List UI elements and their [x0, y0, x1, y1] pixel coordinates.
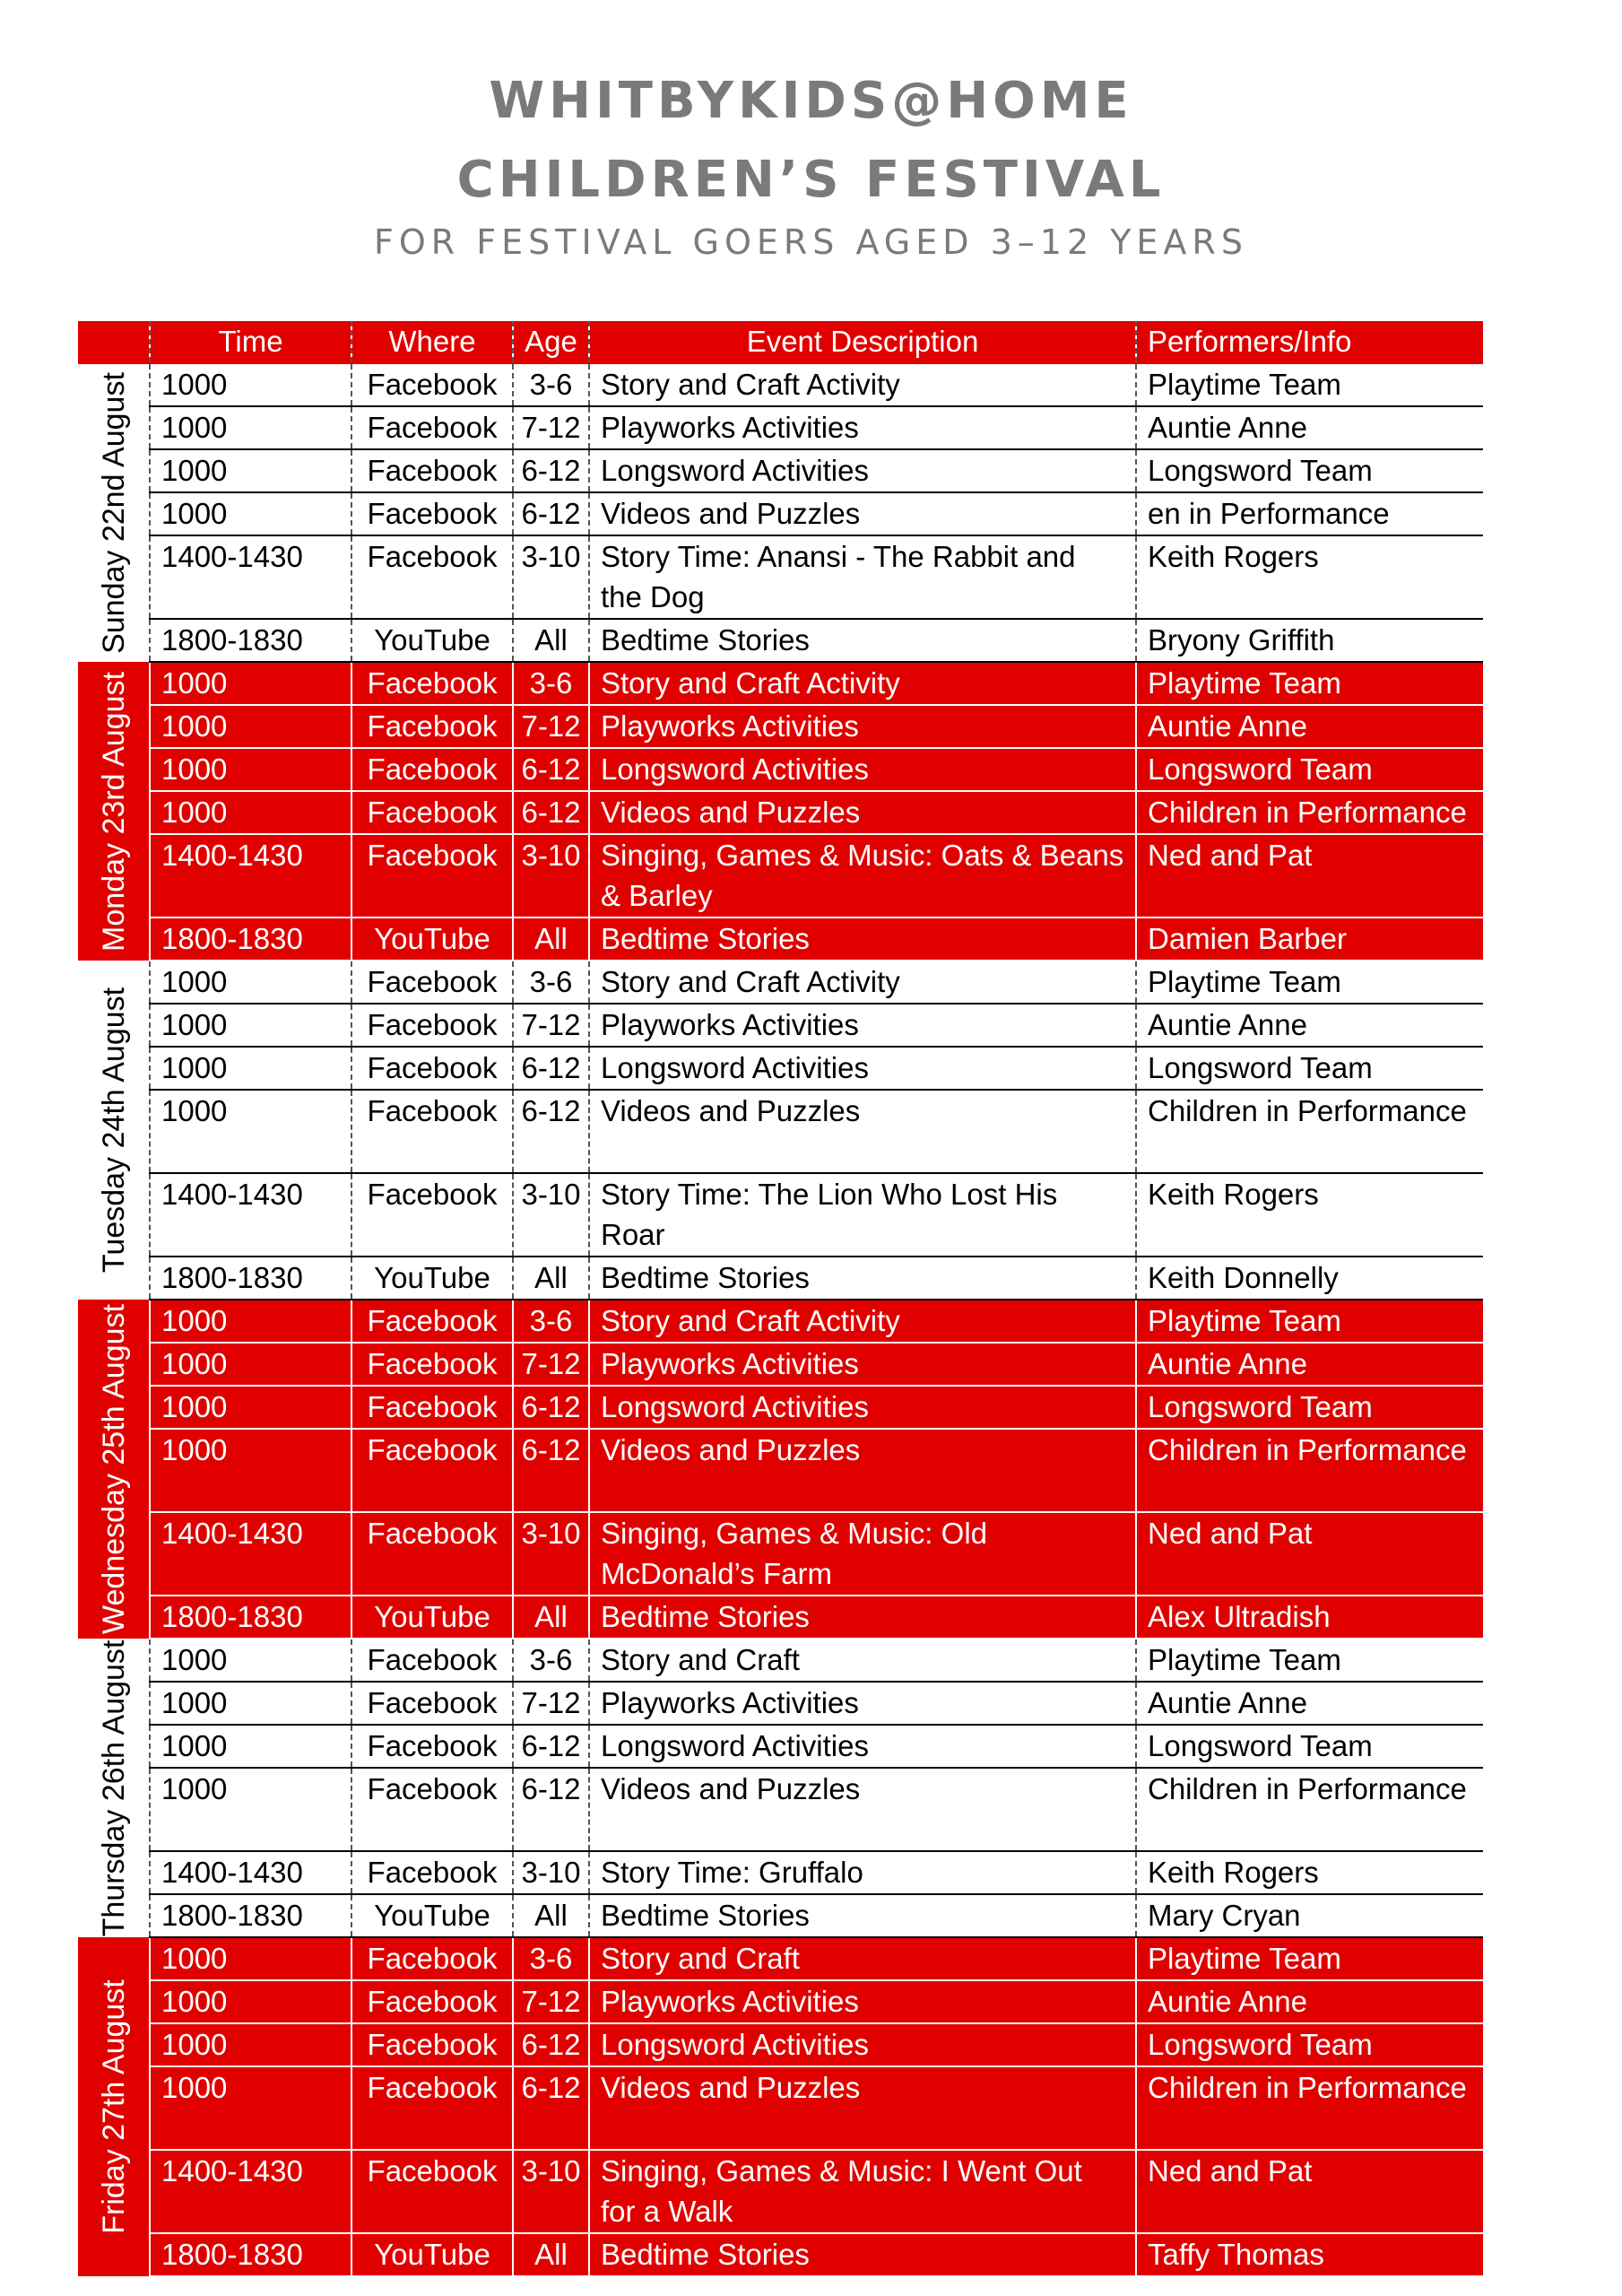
header-day	[78, 321, 150, 363]
cell-where: Facebook	[351, 748, 513, 791]
cell-time: 1000	[150, 2066, 351, 2150]
cell-where: Facebook	[351, 1386, 513, 1429]
festival-title: WHITBYKIDS@HOME	[489, 72, 1133, 130]
cell-where: Facebook	[351, 1768, 513, 1851]
cell-time: 1800-1830	[150, 1257, 351, 1300]
cell-description: Longsword Activities	[589, 449, 1136, 492]
cell-performers: Playtime Team	[1136, 363, 1483, 406]
cell-description: Bedtime Stories	[589, 1257, 1136, 1300]
cell-description: Longsword Activities	[589, 1725, 1136, 1768]
cell-time: 1000	[150, 748, 351, 791]
table-row	[78, 1682, 1483, 1725]
day-cell	[78, 662, 150, 961]
cell-description: Story Time: Gruffalo	[589, 1851, 1136, 1894]
cell-performers: Auntie Anne	[1136, 1682, 1483, 1725]
cell-where: Facebook	[351, 1980, 513, 2023]
cell-age: 3-10	[513, 834, 589, 918]
table-row	[78, 619, 1483, 662]
table-row	[78, 918, 1483, 961]
table-row	[78, 1429, 1483, 1512]
cell-performers: Longsword Team	[1136, 449, 1483, 492]
cell-age: All	[513, 619, 589, 662]
cell-performers: Mary Cryan	[1136, 1894, 1483, 1937]
table-row	[78, 1173, 1483, 1257]
cell-age: 7-12	[513, 705, 589, 748]
cell-performers: Ned and Pat	[1136, 2150, 1483, 2233]
table-row	[78, 535, 1483, 619]
cell-description: Story Time: The Lion Who Lost His Roar	[589, 1173, 1136, 1257]
cell-description: Longsword Activities	[589, 1047, 1136, 1090]
cell-description: Bedtime Stories	[589, 1596, 1136, 1639]
cell-where: YouTube	[351, 1894, 513, 1937]
cell-time: 1000	[150, 1768, 351, 1851]
cell-age: 6-12	[513, 1725, 589, 1768]
day-cell	[78, 1639, 150, 1937]
cell-time: 1000	[150, 406, 351, 449]
cell-performers: Longsword Team	[1136, 1386, 1483, 1429]
cell-description: Playworks Activities	[589, 1980, 1136, 2023]
cell-description: Story and Craft	[589, 1639, 1136, 1682]
cell-performers: Ned and Pat	[1136, 834, 1483, 918]
cell-description: Playworks Activities	[589, 1682, 1136, 1725]
cell-performers: Playtime Team	[1136, 662, 1483, 705]
table-row	[78, 2233, 1483, 2276]
day-cell	[78, 363, 150, 662]
cell-age: 6-12	[513, 1090, 589, 1173]
cell-where: YouTube	[351, 918, 513, 961]
cell-where: Facebook	[351, 791, 513, 834]
cell-age: 3-6	[513, 1300, 589, 1343]
cell-where: Facebook	[351, 705, 513, 748]
cell-performers: Auntie Anne	[1136, 705, 1483, 748]
cell-performers: Children in Performance	[1136, 2066, 1483, 2150]
cell-where: Facebook	[351, 1090, 513, 1173]
cell-where: YouTube	[351, 619, 513, 662]
cell-performers: Longsword Team	[1136, 1725, 1483, 1768]
cell-time: 1400-1430	[150, 2150, 351, 2233]
cell-time: 1000	[150, 1004, 351, 1047]
cell-description: Playworks Activities	[589, 406, 1136, 449]
table-row	[78, 1768, 1483, 1851]
cell-age: 7-12	[513, 1682, 589, 1725]
cell-time: 1000	[150, 1047, 351, 1090]
cell-time: 1000	[150, 1639, 351, 1682]
cell-age: 7-12	[513, 1004, 589, 1047]
day-label: Tuesday 24th August	[96, 987, 131, 1274]
cell-where: Facebook	[351, 1343, 513, 1386]
schedule-body	[78, 363, 1483, 2276]
cell-performers: Keith Rogers	[1136, 1851, 1483, 1894]
cell-where: Facebook	[351, 2066, 513, 2150]
cell-time: 1000	[150, 662, 351, 705]
cell-age: 7-12	[513, 406, 589, 449]
header-row	[78, 321, 1483, 363]
cell-performers: Children in Performance	[1136, 791, 1483, 834]
cell-time: 1400-1430	[150, 1512, 351, 1596]
table-row	[78, 1512, 1483, 1596]
header-description: Event Description	[589, 321, 1136, 363]
table-row	[78, 449, 1483, 492]
cell-where: Facebook	[351, 1004, 513, 1047]
schedule-table-container	[78, 321, 1483, 2277]
cell-where: Facebook	[351, 535, 513, 619]
cell-where: Facebook	[351, 1937, 513, 1980]
table-row	[78, 492, 1483, 535]
table-row	[78, 1725, 1483, 1768]
cell-where: Facebook	[351, 492, 513, 535]
table-row	[78, 834, 1483, 918]
cell-time: 1800-1830	[150, 1894, 351, 1937]
cell-where: Facebook	[351, 961, 513, 1004]
cell-age: All	[513, 1257, 589, 1300]
table-row	[78, 705, 1483, 748]
day-cell	[78, 1937, 150, 2276]
cell-time: 1000	[150, 961, 351, 1004]
cell-time: 1800-1830	[150, 1596, 351, 1639]
cell-time: 1000	[150, 2023, 351, 2066]
cell-description: Singing, Games & Music: Old McDonald’s Farm	[589, 1512, 1136, 1596]
cell-time: 1000	[150, 1090, 351, 1173]
cell-where: Facebook	[351, 1047, 513, 1090]
cell-performers: Ned and Pat	[1136, 1512, 1483, 1596]
cell-description: Singing, Games & Music: Oats & Beans & Barley	[589, 834, 1136, 918]
cell-performers: Playtime Team	[1136, 1937, 1483, 1980]
cell-age: 3-6	[513, 363, 589, 406]
cell-description: Longsword Activities	[589, 748, 1136, 791]
cell-description: Story and Craft	[589, 1937, 1136, 1980]
cell-performers: Children in Performance	[1136, 1090, 1483, 1173]
cell-description: Videos and Puzzles	[589, 2066, 1136, 2150]
day-label: Wednesday 25th August	[96, 1304, 131, 1634]
cell-age: 6-12	[513, 1386, 589, 1429]
cell-performers: Auntie Anne	[1136, 1343, 1483, 1386]
cell-description: Story and Craft Activity	[589, 662, 1136, 705]
header-performers: Performers/Info	[1136, 321, 1483, 363]
cell-description: Videos and Puzzles	[589, 1429, 1136, 1512]
cell-age: 6-12	[513, 1768, 589, 1851]
table-row	[78, 2066, 1483, 2150]
cell-age: All	[513, 1596, 589, 1639]
table-row	[78, 363, 1483, 406]
cell-performers: Keith Rogers	[1136, 1173, 1483, 1257]
cell-age: 6-12	[513, 748, 589, 791]
cell-age: 6-12	[513, 449, 589, 492]
cell-performers: Keith Donnelly	[1136, 1257, 1483, 1300]
table-row	[78, 1300, 1483, 1343]
cell-performers: Damien Barber	[1136, 918, 1483, 961]
cell-time: 1000	[150, 1937, 351, 1980]
cell-description: Playworks Activities	[589, 705, 1136, 748]
cell-description: Bedtime Stories	[589, 619, 1136, 662]
cell-time: 1000	[150, 1980, 351, 2023]
cell-time: 1000	[150, 1386, 351, 1429]
cell-where: YouTube	[351, 2233, 513, 2276]
cell-description: Bedtime Stories	[589, 2233, 1136, 2276]
cell-time: 1000	[150, 1682, 351, 1725]
table-row	[78, 406, 1483, 449]
table-row	[78, 961, 1483, 1004]
cell-description: Story and Craft Activity	[589, 961, 1136, 1004]
cell-performers: Longsword Team	[1136, 2023, 1483, 2066]
cell-description: Longsword Activities	[589, 2023, 1136, 2066]
cell-description: Story and Craft Activity	[589, 1300, 1136, 1343]
table-row	[78, 1343, 1483, 1386]
cell-age: 7-12	[513, 1980, 589, 2023]
cell-description: Singing, Games & Music: I Went Out for a Walk	[589, 2150, 1136, 2233]
cell-time: 1000	[150, 492, 351, 535]
table-row	[78, 1639, 1483, 1682]
cell-where: Facebook	[351, 1682, 513, 1725]
cell-where: Facebook	[351, 1851, 513, 1894]
cell-performers: Auntie Anne	[1136, 1004, 1483, 1047]
table-row	[78, 1894, 1483, 1937]
cell-where: Facebook	[351, 363, 513, 406]
cell-description: Playworks Activities	[589, 1004, 1136, 1047]
cell-age: 6-12	[513, 1047, 589, 1090]
day-label: Thursday 26th August	[96, 1639, 131, 1936]
cell-where: Facebook	[351, 2023, 513, 2066]
cell-time: 1000	[150, 705, 351, 748]
day-label: Friday 27th August	[96, 1979, 131, 2234]
cell-description: Videos and Puzzles	[589, 1090, 1136, 1173]
cell-performers: Children in Performance	[1136, 1768, 1483, 1851]
cell-where: Facebook	[351, 2150, 513, 2233]
cell-performers: en in Performance	[1136, 492, 1483, 535]
table-row	[78, 1004, 1483, 1047]
cell-age: 6-12	[513, 2023, 589, 2066]
cell-time: 1000	[150, 1429, 351, 1512]
cell-where: Facebook	[351, 1512, 513, 1596]
day-cell	[78, 961, 150, 1300]
cell-age: 3-10	[513, 1173, 589, 1257]
cell-description: Playworks Activities	[589, 1343, 1136, 1386]
cell-time: 1800-1830	[150, 619, 351, 662]
cell-description: Bedtime Stories	[589, 918, 1136, 961]
cell-description: Videos and Puzzles	[589, 492, 1136, 535]
table-row	[78, 748, 1483, 791]
cell-age: All	[513, 918, 589, 961]
cell-time: 1000	[150, 363, 351, 406]
cell-age: 6-12	[513, 791, 589, 834]
cell-age: 6-12	[513, 492, 589, 535]
cell-time: 1400-1430	[150, 1173, 351, 1257]
table-row	[78, 1980, 1483, 2023]
cell-age: 3-10	[513, 1851, 589, 1894]
header-where: Where	[351, 321, 513, 363]
cell-age: 3-6	[513, 1937, 589, 1980]
cell-where: YouTube	[351, 1596, 513, 1639]
table-row	[78, 1257, 1483, 1300]
table-row	[78, 2150, 1483, 2233]
cell-time: 1000	[150, 1343, 351, 1386]
festival-subtitle: CHILDREN’S FESTIVAL	[456, 151, 1166, 209]
festival-age-range: FOR FESTIVAL GOERS AGED 3–12 YEARS	[374, 222, 1248, 262]
table-row	[78, 2023, 1483, 2066]
header-time: Time	[150, 321, 351, 363]
cell-performers: Taffy Thomas	[1136, 2233, 1483, 2276]
cell-age: 3-10	[513, 535, 589, 619]
cell-age: 6-12	[513, 2066, 589, 2150]
header-age: Age	[513, 321, 589, 363]
table-row	[78, 662, 1483, 705]
cell-where: Facebook	[351, 1300, 513, 1343]
cell-age: 3-6	[513, 961, 589, 1004]
cell-time: 1400-1430	[150, 1851, 351, 1894]
cell-where: Facebook	[351, 406, 513, 449]
cell-description: Videos and Puzzles	[589, 1768, 1136, 1851]
cell-performers: Playtime Team	[1136, 961, 1483, 1004]
cell-performers: Longsword Team	[1136, 1047, 1483, 1090]
cell-where: Facebook	[351, 1173, 513, 1257]
table-row	[78, 1851, 1483, 1894]
cell-age: All	[513, 1894, 589, 1937]
table-row	[78, 1090, 1483, 1173]
cell-time: 1000	[150, 1725, 351, 1768]
day-label: Monday 23rd August	[96, 671, 131, 952]
cell-performers: Keith Rogers	[1136, 535, 1483, 619]
cell-age: 3-6	[513, 662, 589, 705]
cell-age: 6-12	[513, 1429, 589, 1512]
cell-description: Longsword Activities	[589, 1386, 1136, 1429]
day-label: Sunday 22nd August	[96, 372, 131, 654]
cell-time: 1400-1430	[150, 535, 351, 619]
cell-time: 1000	[150, 449, 351, 492]
cell-performers: Longsword Team	[1136, 748, 1483, 791]
cell-age: 3-6	[513, 1639, 589, 1682]
cell-where: Facebook	[351, 1429, 513, 1512]
cell-description: Story and Craft Activity	[589, 363, 1136, 406]
cell-age: 3-10	[513, 1512, 589, 1596]
schedule-table	[78, 321, 1483, 2277]
cell-description: Bedtime Stories	[589, 1894, 1136, 1937]
table-row	[78, 1596, 1483, 1639]
cell-where: YouTube	[351, 1257, 513, 1300]
cell-where: Facebook	[351, 662, 513, 705]
cell-description: Videos and Puzzles	[589, 791, 1136, 834]
cell-time: 1400-1430	[150, 834, 351, 918]
cell-description: Story Time: Anansi - The Rabbit and the Dog	[589, 535, 1136, 619]
cell-performers: Playtime Team	[1136, 1639, 1483, 1682]
cell-age: 7-12	[513, 1343, 589, 1386]
day-cell	[78, 1300, 150, 1639]
cell-where: Facebook	[351, 834, 513, 918]
cell-time: 1000	[150, 1300, 351, 1343]
cell-time: 1000	[150, 791, 351, 834]
cell-age: 3-10	[513, 2150, 589, 2233]
cell-performers: Auntie Anne	[1136, 1980, 1483, 2023]
table-row	[78, 1386, 1483, 1429]
cell-where: Facebook	[351, 1639, 513, 1682]
cell-where: Facebook	[351, 449, 513, 492]
cell-time: 1800-1830	[150, 918, 351, 961]
table-row	[78, 1047, 1483, 1090]
cell-performers: Playtime Team	[1136, 1300, 1483, 1343]
cell-performers: Bryony Griffith	[1136, 619, 1483, 662]
cell-where: Facebook	[351, 1725, 513, 1768]
cell-time: 1800-1830	[150, 2233, 351, 2276]
cell-performers: Children in Performance	[1136, 1429, 1483, 1512]
table-row	[78, 791, 1483, 834]
cell-performers: Alex Ultradish	[1136, 1596, 1483, 1639]
table-row	[78, 1937, 1483, 1980]
cell-age: All	[513, 2233, 589, 2276]
cell-performers: Auntie Anne	[1136, 406, 1483, 449]
